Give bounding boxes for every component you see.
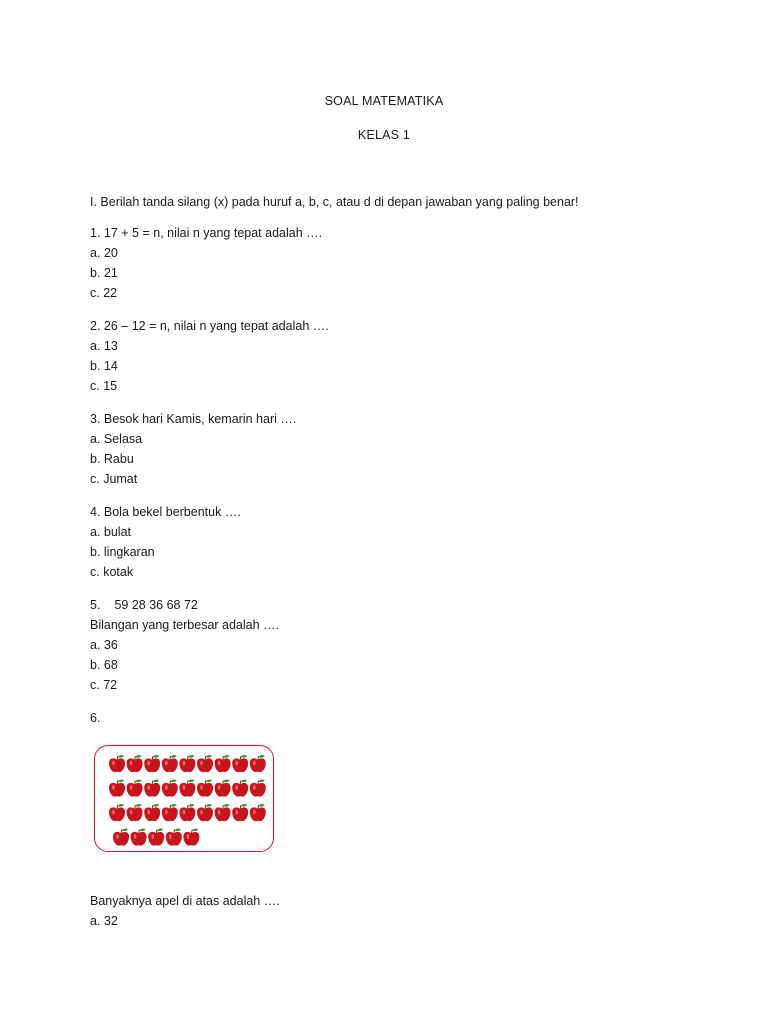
apple-icon (113, 829, 129, 846)
question-5 (90, 595, 690, 695)
question-number: 6. (90, 711, 101, 725)
instruction-text: I. Berilah tanda silang (x) pada huruf a, b, c, atau d di depan jawaban yang paling benar! (90, 195, 579, 209)
apple-icon (109, 804, 125, 821)
apple-icon (162, 780, 178, 797)
question-6-text (90, 891, 690, 931)
apple-icon (197, 780, 213, 797)
answer-option: b. 68 (90, 658, 118, 672)
apple-icon (232, 804, 248, 821)
apple-picture-frame (94, 745, 274, 852)
apple-icon (144, 804, 160, 821)
question-1 (90, 223, 690, 303)
answer-option: a. 32 (90, 914, 118, 928)
apple-icon (215, 780, 231, 797)
apple-icon (109, 755, 125, 772)
answer-option: b. Rabu (90, 452, 134, 466)
apple-icon (148, 829, 164, 846)
apple-icon (162, 755, 178, 772)
answer-option: b. 14 (90, 359, 118, 373)
answer-option: a. Selasa (90, 432, 143, 446)
apple-icon (179, 780, 195, 797)
answer-option: b. 21 (90, 266, 118, 280)
answer-option: a. 36 (90, 638, 118, 652)
question-number-line (90, 595, 690, 615)
apple-icon (183, 829, 199, 846)
answer-option: a. 20 (90, 246, 118, 260)
apple-icon (127, 755, 143, 772)
apple-icon (144, 780, 160, 797)
apple-picture (95, 746, 273, 851)
question-prompt: 3. Besok hari Kamis, kemarin hari …. (90, 412, 297, 426)
apple-icon (162, 804, 178, 821)
question-2 (90, 316, 690, 396)
apple-icon (109, 780, 125, 797)
apple-icon (179, 804, 195, 821)
apple-icon (131, 829, 147, 846)
answer-option: c. 22 (90, 286, 118, 300)
answer-option: b. lingkaran (90, 545, 155, 559)
question-prompt: 1. 17 + 5 = n, nilai n yang tepat adalah …. (90, 226, 323, 240)
question-3 (90, 409, 690, 489)
answer-option: c. Jumat (90, 472, 138, 486)
apple-icon (250, 780, 266, 797)
apple-icon (197, 755, 213, 772)
question-prompt: Bilangan yang terbesar adalah …. (90, 618, 280, 632)
apple-icon (250, 755, 266, 772)
number-sequence: 59 28 36 68 72 (114, 598, 198, 612)
apple-icon (144, 755, 160, 772)
question-4 (90, 502, 690, 582)
apple-icon (197, 804, 213, 821)
question-6 (90, 708, 690, 728)
apple-icon (232, 755, 248, 772)
answer-option: c. kotak (90, 565, 134, 579)
question-prompt: 2. 26 – 12 = n, nilai n yang tepat adalah …. (90, 319, 329, 333)
document-subtitle: KELAS 1 (357, 128, 411, 142)
question-prompt: 4. Bola bekel berbentuk …. (90, 505, 241, 519)
question-prompt: Banyaknya apel di atas adalah …. (90, 894, 280, 908)
answer-option: c. 72 (90, 678, 118, 692)
apple-icon (166, 829, 182, 846)
apple-icon (215, 804, 231, 821)
apple-icon (127, 804, 143, 821)
answer-option: a. 13 (90, 339, 118, 353)
apple-icon (215, 755, 231, 772)
question-number: 5. (90, 598, 101, 612)
apple-icon (127, 780, 143, 797)
apple-icon (250, 804, 266, 821)
answer-option: c. 15 (90, 379, 118, 393)
apple-icon (232, 780, 248, 797)
document-title: SOAL MATEMATIKA (324, 94, 444, 108)
apple-icon (179, 755, 195, 772)
answer-option: a. bulat (90, 525, 132, 539)
